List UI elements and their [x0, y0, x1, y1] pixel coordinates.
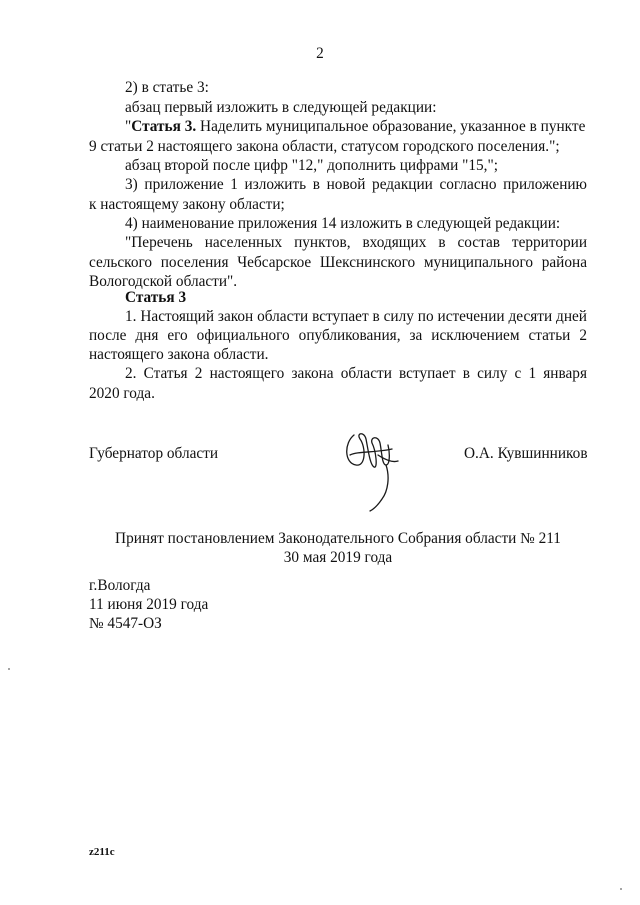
amend-list-title-1: "Перечень населенных пунктов, входящих в состав территории — [125, 234, 587, 251]
amend-item-2: 2) в статье 3: — [125, 79, 209, 96]
amend-article3-cont: 9 статьи 2 настоящего закона области, статусом городского поселения."; — [89, 138, 560, 155]
amend-list-title-3: Вологодской области". — [89, 273, 238, 290]
article3-line-1: 1. Настоящий закон области вступает в силу по истечении десяти дней — [125, 308, 587, 325]
law-number: № 4547-ОЗ — [89, 615, 162, 632]
amend-article3-text — [125, 117, 587, 137]
signer-name: О.А. Кувшинников — [464, 445, 588, 462]
article3-bold-label: Статья 3. — [131, 118, 197, 135]
adoption-line-2: 30 мая 2019 года — [283, 549, 393, 566]
article3-line-2: после дня его официального опубликования, за исключением статьи 2 — [89, 327, 587, 344]
article3-line-5: 2020 года. — [89, 385, 155, 402]
article3-rest: Наделить муниципальное образование, указанное в пункте — [196, 118, 586, 135]
scan-speck — [8, 668, 10, 670]
amend-item-3-cont: к настоящему закону области; — [89, 196, 285, 213]
amend-para-second: абзац второй после цифр "12," дополнить цифрами "15,"; — [125, 157, 498, 174]
adoption-line-1: Принят постановлением Законодательного Собрания области № 211 — [115, 530, 561, 547]
amend-item-4: 4) наименование приложения 14 изложить в следующей редакции: — [125, 215, 561, 232]
amend-list-title-2: сельского поселения Чебсарское Шекснинского муниципального района — [89, 254, 587, 271]
footer-code: z211c — [89, 846, 115, 858]
signer-title: Губернатор области — [89, 445, 219, 462]
article3-heading: Статья 3 — [125, 289, 187, 306]
law-date: 11 июня 2019 года — [89, 596, 209, 613]
scan-speck — [620, 888, 622, 890]
quote-mark: " — [125, 118, 132, 135]
amend-para-first: абзац первый изложить в следующей редакции: — [125, 99, 437, 116]
signature-icon — [340, 425, 402, 515]
article3-line-3: настоящего закона области. — [89, 346, 269, 363]
page-number: 2 — [316, 45, 324, 62]
amend-item-3: 3) приложение 1 изложить в новой редакции согласно приложению — [125, 176, 587, 193]
city: г.Вологда — [89, 577, 151, 594]
article3-line-4: 2. Статья 2 настоящего закона области вступает в силу с 1 января — [125, 365, 587, 382]
